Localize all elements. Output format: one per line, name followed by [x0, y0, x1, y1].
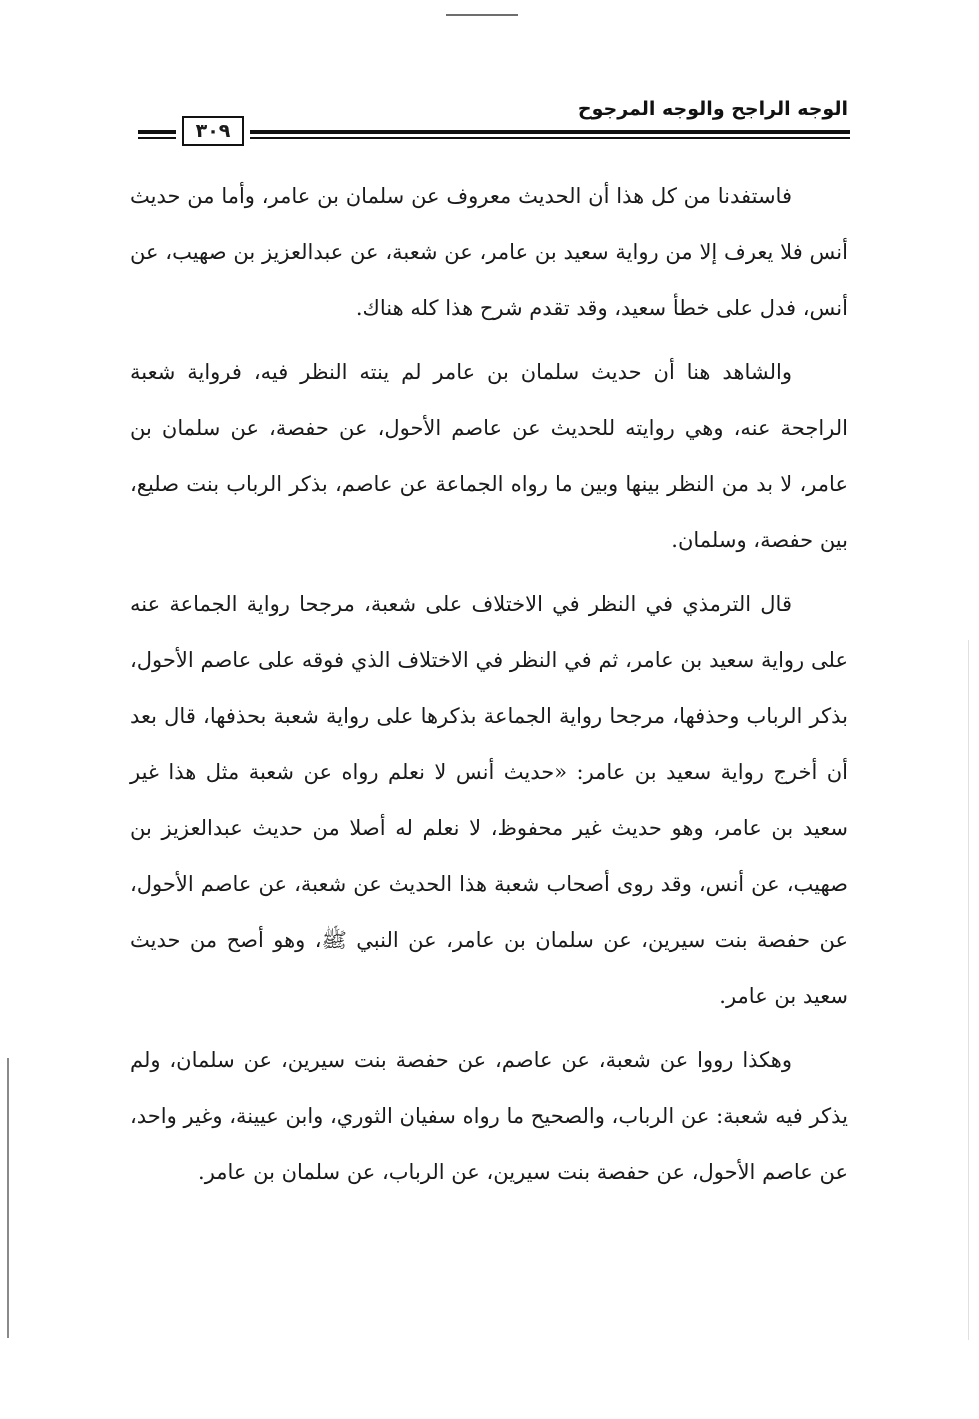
paragraph-2: والشاهد هنا أن حديث سلمان بن عامر لم ينته النظر فيه، فرواية شعبة الراجحة عنه، وهي روايته للحديث عن عاصم الأحول، عن حفصة، عن سلمان بن عامر، لا بد من النظر بينها وبين ما رواه الجماعة عن عاصم، بذكر الرباب بنت صليع، بين حفصة، وسلمان.: [130, 360, 848, 552]
scan-margin-line: [7, 1058, 9, 1338]
header-rule-left-thick: [138, 130, 176, 134]
paragraph-3: قال الترمذي في النظر في الاختلاف على شعبة، مرجحا رواية الجماعة عنه على رواية سعيد بن عامر، ثم في النظر في الاختلاف الذي فوقه على عاصم الأحول، بذكر الرباب وحذفها، مرجحا رواية الجماعة بذكرها على رواية شعبة بحذفها، قال بعد أن أخرج رواية سعيد بن عامر: «حديث أنس لا نعلم رواه عن شعبة مثل هذا غير سعيد بن عامر، وهو حديث غير محفوظ، لا نعلم له أصلا من حديث عبدالعزيز بن صهيب، عن أنس، وقد روى أصحاب شعبة هذا الحديث عن شعبة، عن عاصم الأحول، عن حفصة بنت سيرين، عن سلمان بن عامر، عن النبي ﷺ، وهو أصح من حديث سعيد بن عامر.: [130, 592, 848, 1008]
page-header: [138, 96, 850, 156]
paragraph-4: وهكذا رووا عن شعبة، عن عاصم، عن حفصة بنت سيرين، عن سلمان، ولم يذكر فيه شعبة: عن الرباب، والصحيح ما رواه سفيان الثوري، وابن عيينة، وغير واحد، عن عاصم الأحول، عن حفصة بنت سيرين، عن الرباب، عن سلمان بن عامر.: [130, 1048, 848, 1184]
header-rule-left-thin: [138, 137, 176, 139]
scan-edge-line: [968, 640, 969, 1340]
header-rule-thin: [250, 137, 850, 139]
top-scan-mark: [446, 14, 518, 16]
text-body: [130, 168, 848, 1208]
header-rule-thick: [250, 130, 850, 134]
page-number: ٣٠٩: [182, 116, 244, 146]
running-title: الوجه الراجح والوجه المرجوح: [577, 98, 848, 120]
paragraph-1: فاستفدنا من كل هذا أن الحديث معروف عن سلمان بن عامر، وأما من حديث أنس فلا يعرف إلا من رواية سعيد بن عامر، عن شعبة، عن عبدالعزيز بن صهيب، عن أنس، فدل على خطأ سعيد، وقد تقدم شرح هذا كله هناك.: [130, 184, 848, 320]
